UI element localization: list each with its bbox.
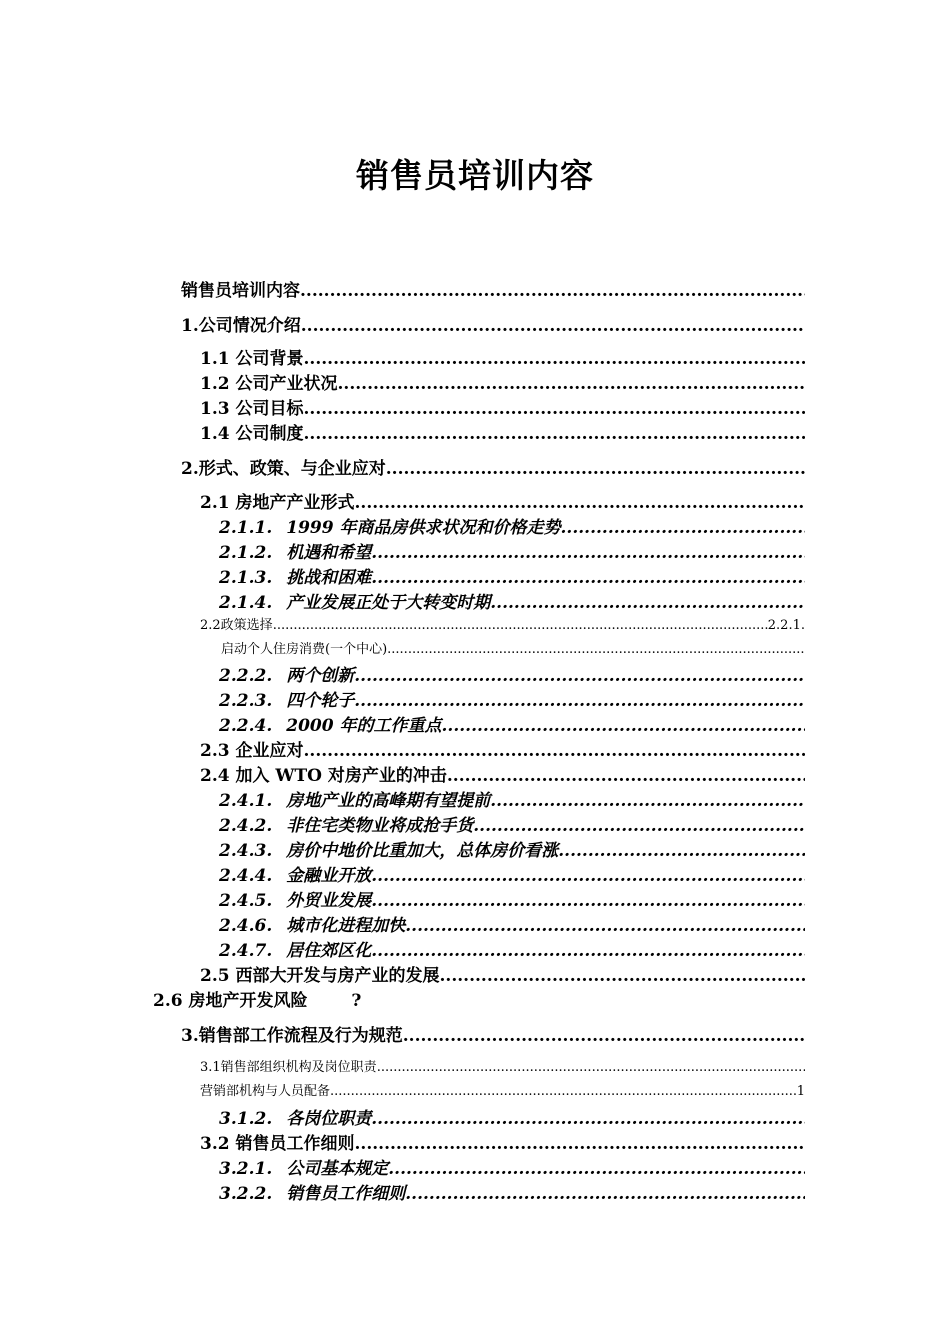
dot-leader — [371, 1109, 805, 1129]
toc-entry[interactable] — [219, 661, 805, 686]
dot-leader — [387, 642, 805, 657]
toc-entry-text: 销售员培训内容 — [181, 281, 300, 301]
toc-entry-number: 2.4.4. — [219, 866, 273, 886]
dot-leader — [338, 374, 806, 394]
toc-entry-text: 2.3 企业应对 — [200, 741, 304, 761]
toc-entry[interactable] — [200, 369, 805, 394]
toc-entry-text: 3.2 销售员工作细则 — [200, 1134, 355, 1154]
toc-entry[interactable] — [219, 686, 805, 711]
toc-entry-text: 1.4 公司制度 — [200, 424, 304, 444]
dot-leader — [273, 618, 768, 633]
toc-entry-text: 各岗位职责 — [286, 1109, 372, 1129]
dot-leader — [304, 424, 806, 444]
document-title: 销售员培训内容 — [356, 156, 594, 195]
toc-entry-text: 外贸业发展 — [286, 891, 372, 911]
toc-entry[interactable] — [200, 344, 805, 369]
toc-entry[interactable] — [219, 836, 805, 861]
dot-leader — [300, 281, 805, 301]
toc-entry[interactable] — [219, 786, 805, 811]
toc-entry[interactable] — [219, 588, 805, 613]
toc-entry[interactable] — [219, 1179, 805, 1204]
toc-entry[interactable] — [219, 513, 805, 538]
toc-entry-text: 2.5 西部大开发与房产业的发展 — [200, 966, 440, 986]
toc-entry-text: 2.形式、政策、与企业应对 — [181, 459, 386, 479]
toc-entry-text: 2000 年的工作重点 — [286, 716, 442, 736]
dot-leader — [371, 891, 805, 911]
toc-entry[interactable] — [219, 1104, 805, 1129]
toc-entry-text: 3.销售部工作流程及行为规范 — [181, 1026, 403, 1046]
toc-entry-text: 居住郊区化 — [286, 941, 372, 961]
toc-entry-number: 2.4.5. — [219, 891, 273, 911]
toc-entry-number: 2.2.3. — [219, 691, 273, 711]
toc-entry-text: 2.6 房地产开发风险 — [153, 991, 308, 1011]
dot-leader — [560, 518, 805, 538]
toc-entry-text: 挑战和困难 — [286, 568, 372, 588]
toc-entry-text: 1.3 公司目标 — [200, 399, 304, 419]
toc-entry-text: 2.2政策选择 — [200, 618, 273, 633]
toc-entry-number: 3.2.1. — [219, 1159, 273, 1179]
toc-entry-text: 启动个人住房消费(一个中心) — [221, 642, 388, 657]
dot-leader — [490, 593, 805, 613]
toc-entry[interactable] — [200, 614, 805, 633]
toc-entry-text: 1.公司情况介绍 — [181, 316, 301, 336]
dot-leader — [558, 841, 805, 861]
toc-entry[interactable] — [200, 1080, 805, 1099]
dot-leader — [304, 399, 806, 419]
toc-entry-page: 2.2.1. — [767, 618, 805, 633]
toc-entry-suffix: ? — [351, 991, 362, 1011]
toc-entry[interactable] — [181, 1021, 805, 1046]
dot-leader — [405, 1184, 805, 1204]
toc-entry[interactable] — [200, 1129, 805, 1154]
dot-leader — [403, 1026, 805, 1046]
dot-leader — [371, 866, 805, 886]
toc-entry-text: 两个创新 — [286, 666, 355, 686]
toc-entry[interactable] — [219, 1154, 805, 1179]
toc-entry-number: 2.1.4. — [219, 593, 273, 613]
toc-entry[interactable] — [219, 861, 805, 886]
dot-leader — [304, 349, 806, 369]
toc-entry-number: 2.4.2. — [219, 816, 273, 836]
dot-leader — [440, 966, 806, 986]
toc-entry[interactable] — [200, 394, 805, 419]
dot-leader — [304, 741, 806, 761]
toc-entry-number: 2.2.2. — [219, 666, 273, 686]
dot-leader — [355, 493, 806, 513]
toc-entry[interactable] — [200, 761, 805, 786]
toc-entry-number: 3.2.2. — [219, 1184, 273, 1204]
toc-entry-number: 2.4.6. — [219, 916, 273, 936]
toc-entry[interactable] — [153, 986, 361, 1011]
toc-entry-text: 房价中地价比重加大，总体房价看涨 — [286, 841, 559, 861]
toc-entry[interactable] — [221, 638, 805, 657]
toc-entry[interactable] — [219, 538, 805, 563]
toc-entry-text: 1.1 公司背景 — [200, 349, 304, 369]
dot-leader — [330, 1084, 797, 1099]
toc-entry-text: 产业发展正处于大转变时期 — [286, 593, 491, 613]
dot-leader — [377, 1060, 805, 1075]
toc-entry[interactable] — [200, 488, 805, 513]
dot-leader — [354, 691, 805, 711]
toc-entry-number: 2.4.1. — [219, 791, 273, 811]
toc-entry-text: 城市化进程加快 — [286, 916, 406, 936]
dot-leader — [301, 316, 805, 336]
toc-entry-number: 2.4.3. — [219, 841, 273, 861]
toc-entry[interactable] — [200, 736, 805, 761]
toc-entry-text: 公司基本规定 — [286, 1159, 389, 1179]
dot-leader — [441, 716, 805, 736]
toc-entry-text: 2.4 加入 WTO 对房产业的冲击 — [200, 766, 447, 786]
toc-entry-text: 房地产业的高峰期有望提前 — [286, 791, 491, 811]
dot-leader — [355, 1134, 806, 1154]
dot-leader — [388, 1159, 805, 1179]
toc-entry-number: 2.1.1. — [219, 518, 273, 538]
toc-entry[interactable] — [219, 711, 805, 736]
toc-entry-text: 金融业开放 — [286, 866, 372, 886]
toc-entry[interactable] — [181, 454, 805, 479]
toc-entry-text: 营销部机构与人员配备 — [200, 1084, 331, 1099]
dot-leader — [490, 791, 805, 811]
toc-entry-text: 1.2 公司产业状况 — [200, 374, 338, 394]
toc-entry-number: 2.4.7. — [219, 941, 273, 961]
dot-leader — [371, 941, 805, 961]
toc-entry-number: 2.2.4. — [219, 716, 273, 736]
dot-leader — [405, 916, 805, 936]
toc-entry-number: 2.1.2. — [219, 543, 273, 563]
toc-entry-text: 1999 年商品房供求状况和价格走势 — [286, 518, 561, 538]
dot-leader — [371, 543, 805, 563]
toc-entry-text: 销售员工作细则 — [286, 1184, 406, 1204]
dot-leader — [473, 816, 805, 836]
dot-leader — [447, 766, 805, 786]
toc-entry[interactable] — [200, 961, 805, 986]
toc-entry-number: 2.1.3. — [219, 568, 273, 588]
toc-entry[interactable] — [219, 563, 805, 588]
toc-entry-text: 2.1 房地产产业形式 — [200, 493, 355, 513]
toc-entry[interactable] — [219, 886, 805, 911]
dot-leader — [386, 459, 805, 479]
toc-entry-text: 四个轮子 — [286, 691, 355, 711]
dot-leader — [354, 666, 805, 686]
toc-entry-text: 机遇和希望 — [286, 543, 372, 563]
toc-entry[interactable] — [219, 911, 805, 936]
dot-leader — [371, 568, 805, 588]
toc-entry-text: 非住宅类物业将成抢手货 — [286, 816, 474, 836]
toc-entry[interactable] — [219, 811, 805, 836]
toc-entry-text: 3.1销售部组织机构及岗位职责 — [200, 1060, 377, 1075]
toc-entry[interactable] — [200, 1056, 805, 1075]
toc-entry[interactable] — [200, 419, 805, 444]
toc-entry[interactable] — [181, 276, 805, 301]
toc-entry[interactable] — [181, 311, 805, 336]
toc-entry[interactable] — [219, 936, 805, 961]
toc-entry-number: 3.1.2. — [219, 1109, 273, 1129]
toc-entry-page: 1 — [796, 1084, 805, 1099]
